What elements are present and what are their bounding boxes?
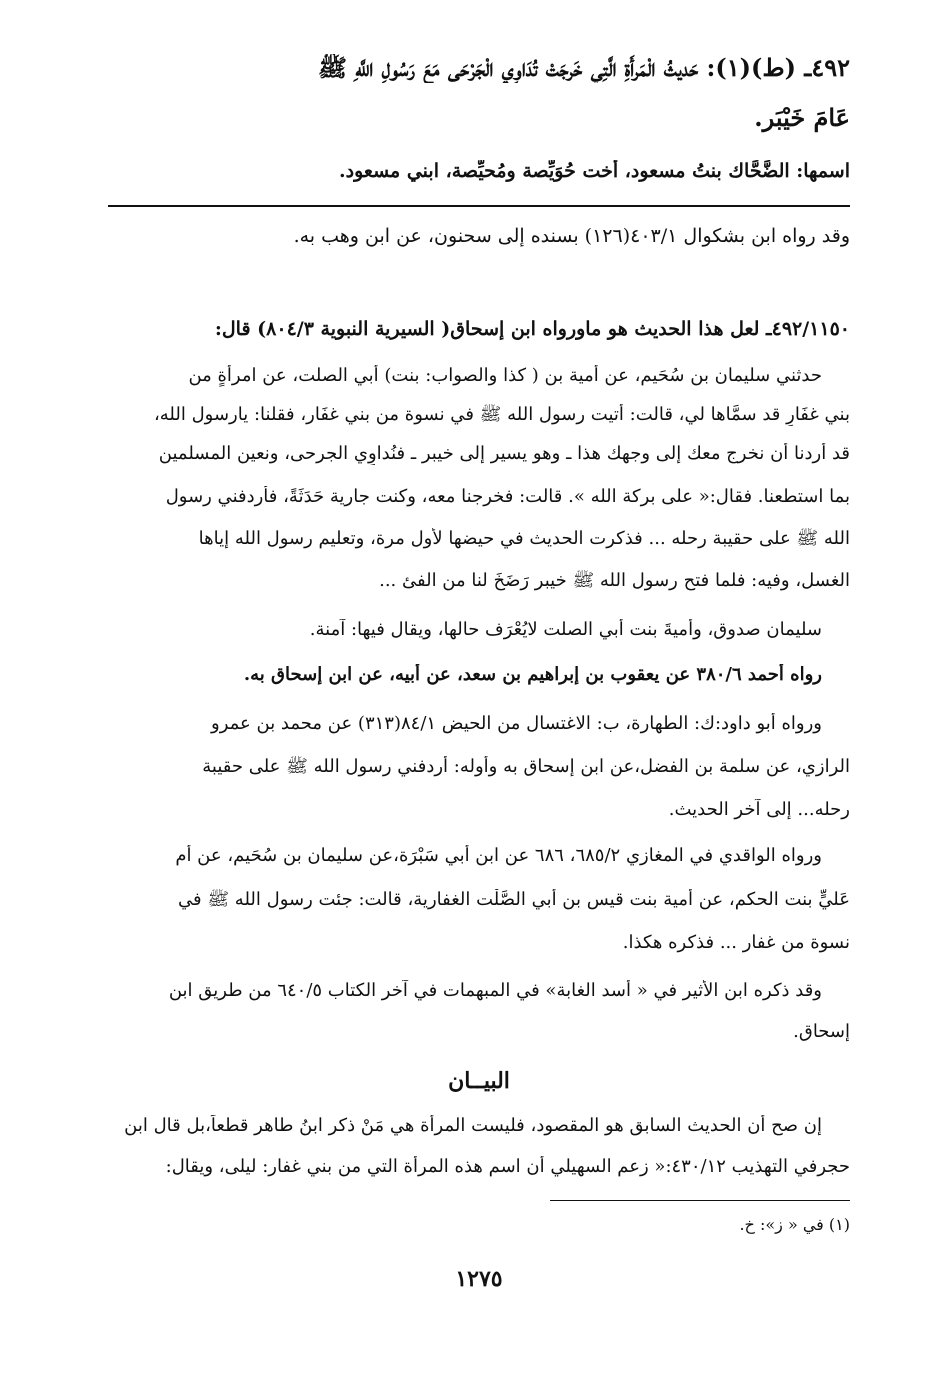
para1-line: الغسل، وفيه: فلما فتح رسول الله ﷺ خيبر رَضَخَ لنا من الفئ ... bbox=[379, 570, 850, 591]
para3: رواه أحمد ٣٨٠/٦ عن يعقوب بن إبراهيم بن سعد، عن أبيه، عن ابن إسحاق به. bbox=[243, 664, 822, 685]
para1-line: بما استطعنا. فقال:« على بركة الله ». قالت: فخرجنا معه، وكنت جارية حَدَثَةً، فأردفني رسول bbox=[165, 486, 850, 507]
header-rule bbox=[108, 205, 850, 207]
para1-line: حدثني سليمان بن سُحَيم، عن أمية بن ( كذا والصواب: بنت) أبي الصلت، عن امرأةٍ من bbox=[188, 365, 822, 386]
bayan-line: حجرفي التهذيب ٤٣٠/١٢:« زعم السهيلي أن اسم هذه المرأة التي من بني غفار: ليلى، ويقال: bbox=[165, 1156, 850, 1177]
para1-line: بني غفَارٍ قد سمَّاها لي، قالت: أتيت رسول الله ﷺ في نسوة من بني غفَار، فقلنا: يارسول الله، bbox=[153, 404, 850, 425]
para5-line: نسوة من غفار ... فذكره هكذا. bbox=[622, 932, 850, 953]
para4-line: رحله... إلى آخر الحديث. bbox=[668, 799, 850, 820]
para4-line: الرازي، عن سلمة بن الفضل،عن ابن إسحاق به وأوله: أردفني رسول الله ﷺ على حقيبة bbox=[202, 756, 850, 777]
page-number: ١٢٧٥ bbox=[455, 1266, 503, 1292]
para2: سليمان صدوق، وأميةَ بنت أبي الصلت لايُعْرَف حالها، ويقال فيها: آمنة. bbox=[309, 619, 822, 640]
para1-line: الله ﷺ على حقيبة رحله ... فذكرت الحديث في حيضها لأول مرة، وتعليم رسول الله إياها bbox=[198, 528, 850, 549]
bayan-heading: البيــان bbox=[448, 1068, 510, 1094]
footnote: (١) في « ز»: خ. bbox=[739, 1215, 850, 1234]
name-line: اسمها: الضَّحَّاك بنتُ مسعود، أخت حُوَيِّصة ومُحيِّصة، ابني مسعود. bbox=[339, 160, 850, 182]
para5-line: عَليٍّ بنت الحكم، عن أمية بنت قيس بن أبي الصَّلْت الغفارية، قالت: جئت رسول الله ﷺ في bbox=[178, 889, 850, 910]
para6-line: إسحاق. bbox=[793, 1021, 850, 1042]
source-line: وقد رواه ابن بشكوال ٤٠٣/١(١٢٦) بسنده إلى سحنون، عن ابن وهب به. bbox=[293, 225, 850, 247]
footnote-rule bbox=[550, 1200, 850, 1201]
para6-line: وقد ذكره ابن الأثير في « أسد الغابة» في المبهمات في آخر الكتاب ٦٤٠/٥ من طريق ابن bbox=[168, 980, 822, 1001]
para1-line: قد أردنا أن نخرج معك إلى وجهك هذا ـ وهو يسير إلى خيبر ـ فنُداوِي الجرحى، ونعين المسلمين bbox=[158, 443, 850, 464]
hadith-title-line2: عَامَ خَيْبَر. bbox=[754, 104, 850, 132]
section-title: ٤٩٢/١١٥٠ـ لعل هذا الحديث هو ماورواه ابن إسحاق( السيرية النبوية ٨٠٤/٣) قال: bbox=[214, 318, 850, 340]
para5-line: ورواه الواقدي في المغازي ٦٨٥/٢، ٦٨٦ عن ابن أبي سَبْرَة،عن سليمان بن سُحَيم، عن أم bbox=[175, 845, 822, 866]
para4-line: ورواه أبو داود:ك: الطهارة، ب: الاغتسال من الحيض ٨٤/١(٣١٣) عن محمد بن عمرو bbox=[211, 713, 822, 734]
page-body bbox=[108, 0, 850, 1376]
hadith-title-line1: ٤٩٢ـ (ط)(١): حَديثُ الْمَرأَةِ الَّتِي خَرجَتْ تُدَاوِي الْجَرْحَى مَعَ رَسُولِ اللَّهِ ﷺ bbox=[317, 54, 850, 82]
bayan-line: إن صح أن الحديث السابق هو المقصود، فليست المرأة هي مَنْ ذكر ابنُ طاهر قطعاً،بل قال ابن bbox=[124, 1115, 822, 1136]
